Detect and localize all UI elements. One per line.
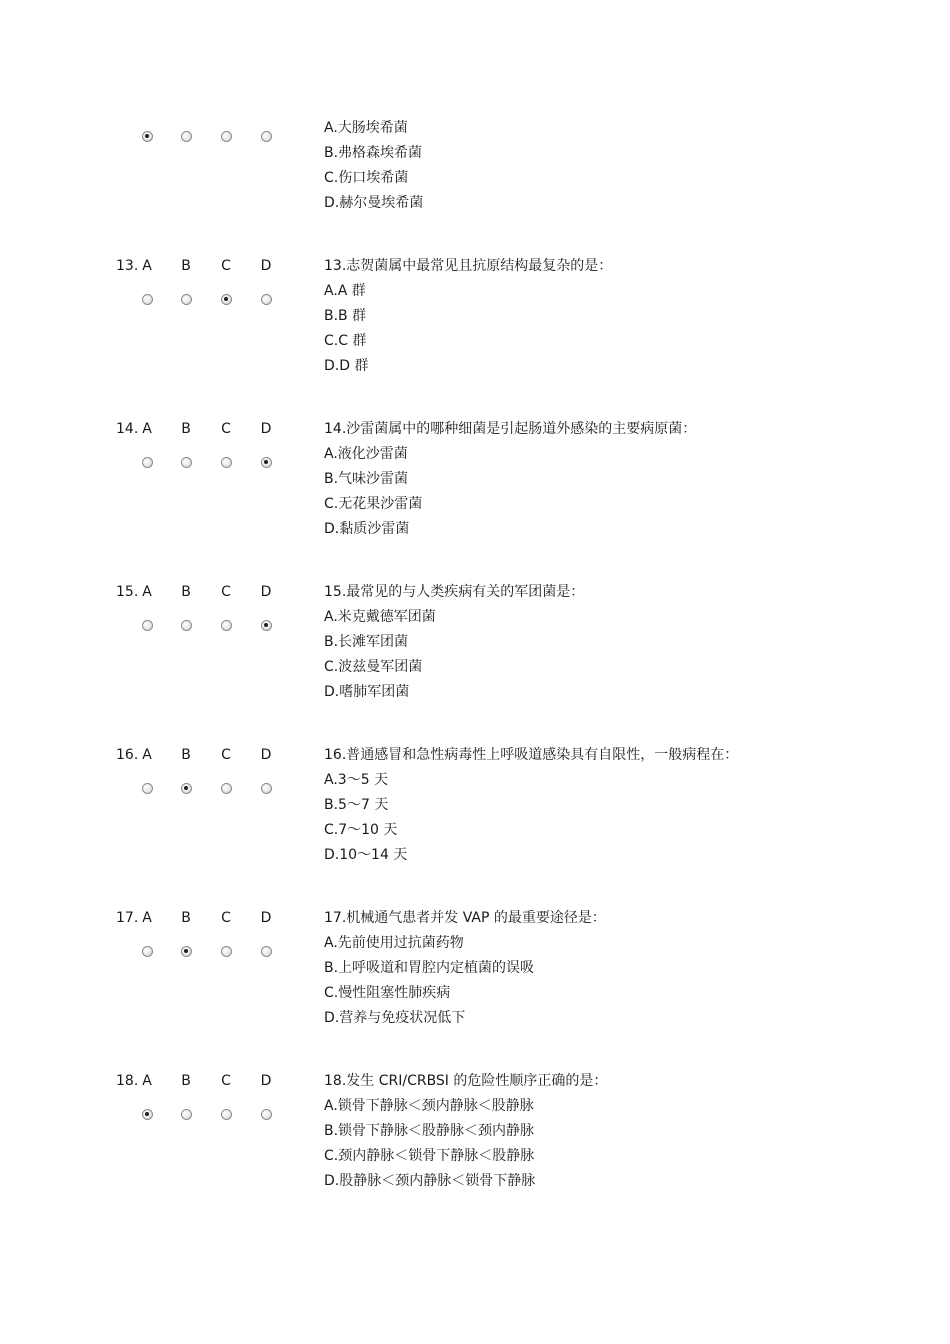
option-text-c: C.无花果沙雷菌 (324, 496, 423, 512)
answer-radio-b[interactable] (181, 131, 192, 142)
choice-letter-b: B (181, 421, 191, 437)
choice-letter-a: A (142, 258, 152, 274)
answer-radio-a[interactable] (142, 457, 153, 468)
option-text-d: D.D 群 (324, 358, 369, 374)
choice-letter-d: D (260, 258, 272, 274)
option-text-a: A.3～5 天 (324, 772, 389, 788)
question-block (0, 747, 950, 887)
option-text-c: C.慢性阻塞性肺疾病 (324, 985, 451, 1001)
option-text-b: B.锁骨下静脉＜股静脉＜颈内静脉 (324, 1123, 535, 1139)
answer-radio-d[interactable] (261, 294, 272, 305)
question-block (0, 1073, 950, 1213)
option-text-b: B.气味沙雷菌 (324, 471, 409, 487)
answer-radio-c[interactable] (221, 1109, 232, 1120)
option-text-c: C.颈内静脉＜锁骨下静脉＜股静脉 (324, 1148, 535, 1164)
answer-radio-b[interactable] (181, 620, 192, 631)
question-block (0, 421, 950, 561)
question-stem: 17.机械通气患者并发 VAP 的最重要途径是： (324, 910, 606, 926)
choice-letter-c: C (221, 584, 231, 600)
question-stem: 13.志贺菌属中最常见且抗原结构最复杂的是： (324, 258, 613, 274)
question-stem: 16.普通感冒和急性病毒性上呼吸道感染具有自限性，一般病程在： (324, 747, 739, 763)
choice-letter-d: D (260, 584, 272, 600)
option-text-b: B.上呼吸道和胃腔内定植菌的误吸 (324, 960, 535, 976)
choice-letter-d: D (260, 421, 272, 437)
question-block (0, 584, 950, 724)
answer-radio-c[interactable] (221, 294, 232, 305)
option-text-d: D.黏质沙雷菌 (324, 521, 410, 537)
question-block (0, 95, 950, 235)
option-text-b: B.5～7 天 (324, 797, 389, 813)
answer-radio-b[interactable] (181, 946, 192, 957)
answer-radio-b[interactable] (181, 783, 192, 794)
option-text-a: A.A 群 (324, 283, 366, 299)
answer-radio-d[interactable] (261, 1109, 272, 1120)
choice-letter-a: A (142, 584, 152, 600)
option-text-c: C.波兹曼军团菌 (324, 659, 423, 675)
answer-radio-b[interactable] (181, 1109, 192, 1120)
choice-letter-c: C (221, 910, 231, 926)
radio-selected-dot (264, 460, 268, 464)
option-text-b: B.弗格森埃希菌 (324, 145, 423, 161)
answer-radio-a[interactable] (142, 131, 153, 142)
answer-radio-a[interactable] (142, 946, 153, 957)
choice-letter-c: C (221, 421, 231, 437)
answer-radio-c[interactable] (221, 457, 232, 468)
option-text-a: A.液化沙雷菌 (324, 446, 408, 462)
choice-letter-a: A (142, 421, 152, 437)
answer-radio-a[interactable] (142, 294, 153, 305)
question-number: 13. (116, 258, 139, 274)
question-number: 14. (116, 421, 139, 437)
choice-letter-b: B (181, 1073, 191, 1089)
question-block (0, 258, 950, 398)
question-stem: 15.最常见的与人类疾病有关的军团菌是： (324, 584, 585, 600)
answer-radio-d[interactable] (261, 946, 272, 957)
choice-letter-c: C (221, 1073, 231, 1089)
question-stem: 14.沙雷菌属中的哪种细菌是引起肠道外感染的主要病原菌： (324, 421, 697, 437)
answer-radio-d[interactable] (261, 131, 272, 142)
question-number: 16. (116, 747, 139, 763)
choice-letter-b: B (181, 258, 191, 274)
option-text-c: C.伤口埃希菌 (324, 170, 409, 186)
option-text-d: D.10～14 天 (324, 847, 408, 863)
answer-radio-d[interactable] (261, 620, 272, 631)
answer-radio-d[interactable] (261, 783, 272, 794)
answer-radio-c[interactable] (221, 131, 232, 142)
radio-selected-dot (145, 1112, 149, 1116)
option-text-c: C.C 群 (324, 333, 367, 349)
answer-radio-a[interactable] (142, 783, 153, 794)
option-text-a: A.锁骨下静脉＜颈内静脉＜股静脉 (324, 1098, 534, 1114)
choice-letter-b: B (181, 910, 191, 926)
answer-radio-c[interactable] (221, 946, 232, 957)
choice-letter-b: B (181, 747, 191, 763)
choice-letter-c: C (221, 258, 231, 274)
question-stem: 18.发生 CRI/CRBSI 的危险性顺序正确的是： (324, 1073, 608, 1089)
question-number: 18. (116, 1073, 139, 1089)
option-text-a: A.米克戴德军团菌 (324, 609, 436, 625)
option-text-b: B.B 群 (324, 308, 367, 324)
choice-letter-d: D (260, 910, 272, 926)
radio-selected-dot (145, 134, 149, 138)
choice-letter-d: D (260, 747, 272, 763)
option-text-a: A.先前使用过抗菌药物 (324, 935, 464, 951)
answer-radio-c[interactable] (221, 620, 232, 631)
answer-radio-a[interactable] (142, 620, 153, 631)
option-text-d: D.嗜肺军团菌 (324, 684, 410, 700)
choice-letter-c: C (221, 747, 231, 763)
answer-radio-c[interactable] (221, 783, 232, 794)
question-block (0, 910, 950, 1050)
choice-letter-d: D (260, 1073, 272, 1089)
answer-radio-b[interactable] (181, 457, 192, 468)
answer-radio-b[interactable] (181, 294, 192, 305)
question-number: 17. (116, 910, 139, 926)
option-text-d: D.股静脉＜颈内静脉＜锁骨下静脉 (324, 1173, 536, 1189)
choice-letter-a: A (142, 747, 152, 763)
radio-selected-dot (184, 786, 188, 790)
question-number: 15. (116, 584, 139, 600)
option-text-a: A.大肠埃希菌 (324, 120, 408, 136)
choice-letter-b: B (181, 584, 191, 600)
radio-selected-dot (224, 297, 228, 301)
option-text-c: C.7～10 天 (324, 822, 398, 838)
answer-radio-d[interactable] (261, 457, 272, 468)
choice-letter-a: A (142, 910, 152, 926)
choice-letter-a: A (142, 1073, 152, 1089)
radio-selected-dot (264, 623, 268, 627)
option-text-d: D.营养与免疫状况低下 (324, 1010, 466, 1026)
option-text-d: D.赫尔曼埃希菌 (324, 195, 424, 211)
option-text-b: B.长滩军团菌 (324, 634, 409, 650)
answer-radio-a[interactable] (142, 1109, 153, 1120)
radio-selected-dot (184, 949, 188, 953)
